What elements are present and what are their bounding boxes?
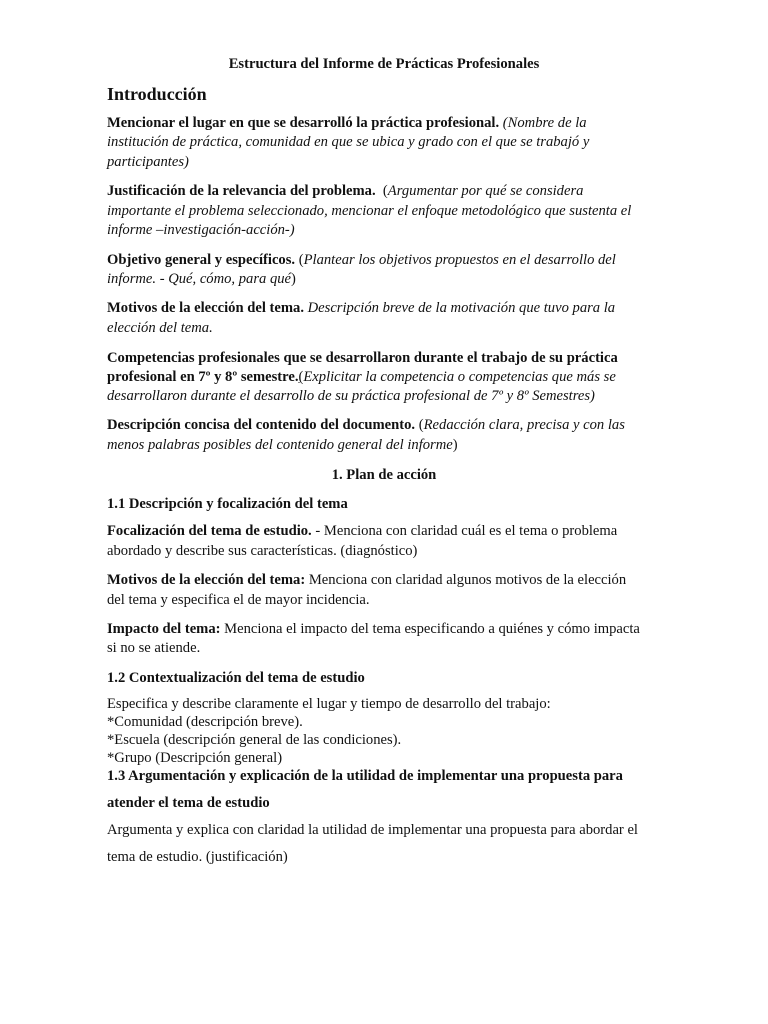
section-1-3-heading-line1: 1.3 Argumentación y explicación de la utilidad de implementar una propuesta para xyxy=(107,768,623,784)
paragraph-objetivo xyxy=(107,253,616,268)
paragraph-lugar-bold: Mencionar el lugar en que se desarrolló la práctica profesional. xyxy=(107,115,500,131)
paragraph-argumenta-line2: tema de estudio. (justificación) xyxy=(107,849,288,865)
paragraph-motivos-line2: elección del tema. xyxy=(107,320,213,336)
paragraph-impacto-line2: si no se atiende. xyxy=(107,640,201,656)
paragraph-competencias-line1: Competencias profesionales que se desarrollaron durante el trabajo de su práctica xyxy=(107,350,618,366)
paragraph-justificacion-italic: Argumentar por qué se considera xyxy=(387,183,584,199)
paragraph-lugar xyxy=(107,116,587,131)
paragraph-competencias-italic: Explicitar la competencia o competencias que más se xyxy=(303,369,616,385)
paragraph-objetivo-line2: informe. - Qué, cómo, para qué xyxy=(107,271,292,287)
paragraph-descripcion-paren: ( xyxy=(418,417,424,433)
intro-heading: Introducción xyxy=(107,84,207,104)
paragraph-lugar-line2: institución de práctica, comunidad en que se ubica y grado con el que se trabajó y xyxy=(107,134,590,150)
paragraph-motivos-tema xyxy=(107,573,626,588)
paragraph-justificacion-line3: informe –investigación-acción-) xyxy=(107,222,295,238)
paragraph-justificacion-paren: ( xyxy=(382,183,388,199)
paragraph-objetivo-bold: Objetivo general y específicos. xyxy=(107,252,296,268)
paragraph-motivos-tema-line2: del tema y especifica el de mayor incidencia. xyxy=(107,592,370,608)
paragraph-justificacion xyxy=(107,184,583,199)
paragraph-motivos-bold: Motivos de la elección del tema. xyxy=(107,300,304,316)
paragraph-objetivo-paren: ( xyxy=(298,252,304,268)
paragraph-lugar-italic: (Nombre de la xyxy=(502,115,587,131)
paragraph-competencias-bold: profesional en 7º y 8º semestre. xyxy=(107,369,299,385)
paragraph-descripcion-italic: Redacción clara, precisa y con las xyxy=(423,417,625,433)
paragraph-focalizacion-line2: abordado y describe sus características. (diagnóstico) xyxy=(107,543,418,559)
paragraph-objetivo-italic: Plantear los objetivos propuestos en el desarrollo del xyxy=(303,252,616,268)
list-item-escuela: *Escuela (descripción general de las condiciones). xyxy=(107,732,402,748)
paragraph-descripcion-close: ) xyxy=(452,437,458,453)
paragraph-justificacion-line2: importante el problema seleccionado, mencionar el enfoque metodológico que sustenta el xyxy=(107,203,632,219)
paragraph-justificacion-bold: Justificación de la relevancia del problema. xyxy=(107,183,376,199)
paragraph-descripcion-bold: Descripción concisa del contenido del documento. xyxy=(107,417,416,433)
section-1-2-heading: 1.2 Contextualización del tema de estudio xyxy=(107,670,365,686)
paragraph-impacto-text: Menciona el impacto del tema especificando a quiénes y cómo impacta xyxy=(220,621,640,637)
paragraph-descripcion xyxy=(107,418,625,433)
paragraph-argumenta-line1: Argumenta y explica con claridad la utilidad de implementar una propuesta para abordar el xyxy=(107,822,638,838)
document-title: Estructura del Informe de Prácticas Profesionales xyxy=(228,56,540,72)
paragraph-objetivo-close: ) xyxy=(291,271,296,287)
paragraph-motivos-italic: Descripción breve de la motivación que tuvo para la xyxy=(307,300,616,316)
section-1-3-heading-line2: atender el tema de estudio xyxy=(107,795,270,811)
list-item-grupo: *Grupo (Descripción general) xyxy=(107,750,283,766)
section-1-1-heading: 1.1 Descripción y focalización del tema xyxy=(107,496,348,512)
paragraph-impacto xyxy=(107,622,640,637)
paragraph-lugar-line3: participantes) xyxy=(107,154,189,170)
paragraph-impacto-bold: Impacto del tema: xyxy=(107,621,221,637)
paragraph-competencias-paren: ( xyxy=(298,369,304,385)
paragraph-descripcion-line2: menos palabras posibles del contenido general del informe xyxy=(107,437,453,453)
plan-heading: 1. Plan de acción xyxy=(331,467,437,483)
paragraph-motivos xyxy=(107,301,615,316)
list-item-comunidad: *Comunidad (descripción breve). xyxy=(107,714,303,730)
paragraph-focalizacion xyxy=(107,524,617,539)
paragraph-contexto-line1: Especifica y describe claramente el lugar y tiempo de desarrollo del trabajo: xyxy=(107,696,551,712)
paragraph-focalizacion-bold: Focalización del tema de estudio. xyxy=(107,523,312,539)
paragraph-motivos-tema-text: Menciona con claridad algunos motivos de la elección xyxy=(305,572,627,588)
paragraph-competencias-line3: desarrollaron durante el desarrollo de su práctica profesional de 7º y 8º Semestres) xyxy=(107,388,595,404)
paragraph-competencias xyxy=(107,370,616,385)
paragraph-focalizacion-text: - Menciona con claridad cuál es el tema o problema xyxy=(311,523,618,539)
paragraph-motivos-tema-bold: Motivos de la elección del tema: xyxy=(107,572,306,588)
